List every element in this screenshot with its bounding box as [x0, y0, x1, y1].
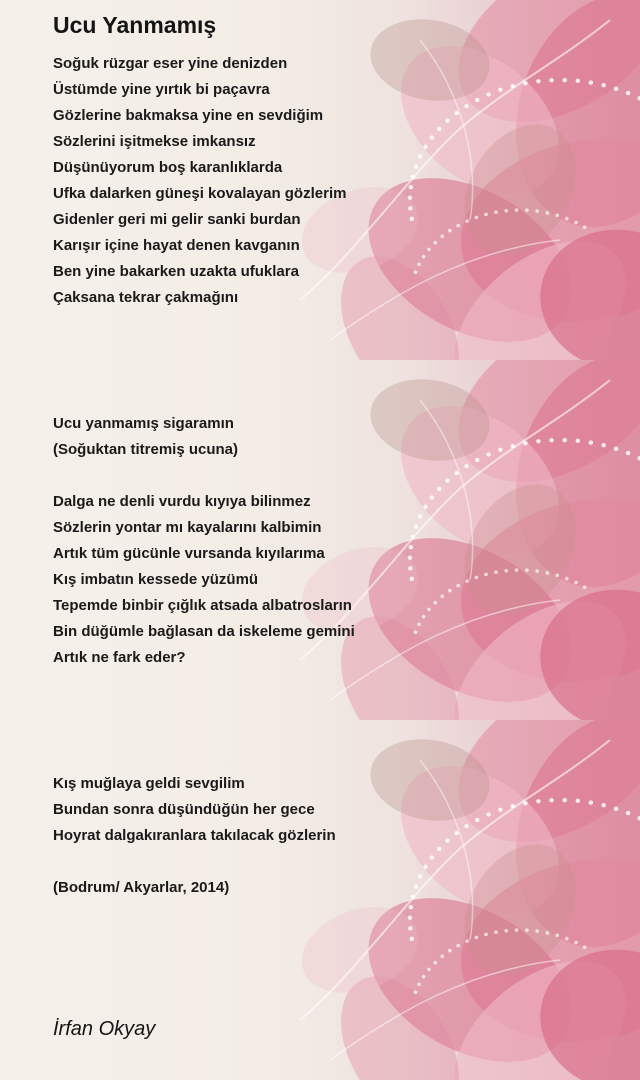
poem-line: Gidenler geri mi gelir sanki burdan — [53, 211, 301, 228]
poem-line: Ben yine bakarken uzakta ufuklara — [53, 263, 299, 280]
poem-line: Sözlerini işitmekse imkansız — [53, 133, 256, 150]
poem-line: (Soğuktan titremiş ucuna) — [53, 441, 239, 458]
poem-line: Gözlerine bakmaksa yine en sevdiğim — [53, 107, 324, 124]
poem-line: Karışır içine hayat denen kavganın — [53, 237, 300, 254]
stanza-1 — [53, 51, 346, 311]
poem-line: Hoyrat dalgakıranlara takılacak gözlerin — [53, 827, 336, 844]
poem-line: Düşünüyorum boş karanlıklarda — [53, 159, 283, 176]
poem-line: Bin düğümle bağlasan da iskeleme gemini — [53, 623, 355, 640]
poem-author: İrfan Okyay — [53, 1018, 156, 1040]
poem-line: Ufka dalarken güneşi kovalayan gözlerim — [53, 185, 347, 202]
poem-line: (Bodrum/ Akyarlar, 2014) — [53, 879, 230, 896]
poem-line: Kış muğlaya geldi sevgilim — [53, 775, 245, 792]
poem-line: Üstümde yine yırtık bi paçavra — [53, 81, 270, 98]
poem-line: Dalga ne denli vurdu kıyıya bilinmez — [53, 493, 311, 510]
stanza-4 — [53, 771, 336, 849]
stanza-5 — [53, 875, 229, 901]
poem-line: Ucu yanmamış sigaramın — [53, 415, 234, 432]
poem-line: Kış imbatın kessede yüzümü — [53, 571, 259, 588]
poem-line: Artık ne fark eder? — [53, 649, 186, 666]
poem-line: Tepemde binbir çığlık atsada albatrosların — [53, 597, 352, 614]
poem-line: Sözlerin yontar mı kayalarını kalbimin — [53, 519, 322, 536]
poem-line: Artık tüm gücünle vursanda kıyılarıma — [53, 545, 325, 562]
stanza-3 — [53, 489, 355, 671]
poem-line: Çaksana tekrar çakmağını — [53, 289, 239, 306]
poem-title: Ucu Yanmamış — [53, 12, 217, 38]
stanza-2 — [53, 411, 238, 463]
poem-line: Soğuk rüzgar eser yine denizden — [53, 55, 288, 72]
poem-line: Bundan sonra düşündüğün her gece — [53, 801, 315, 818]
